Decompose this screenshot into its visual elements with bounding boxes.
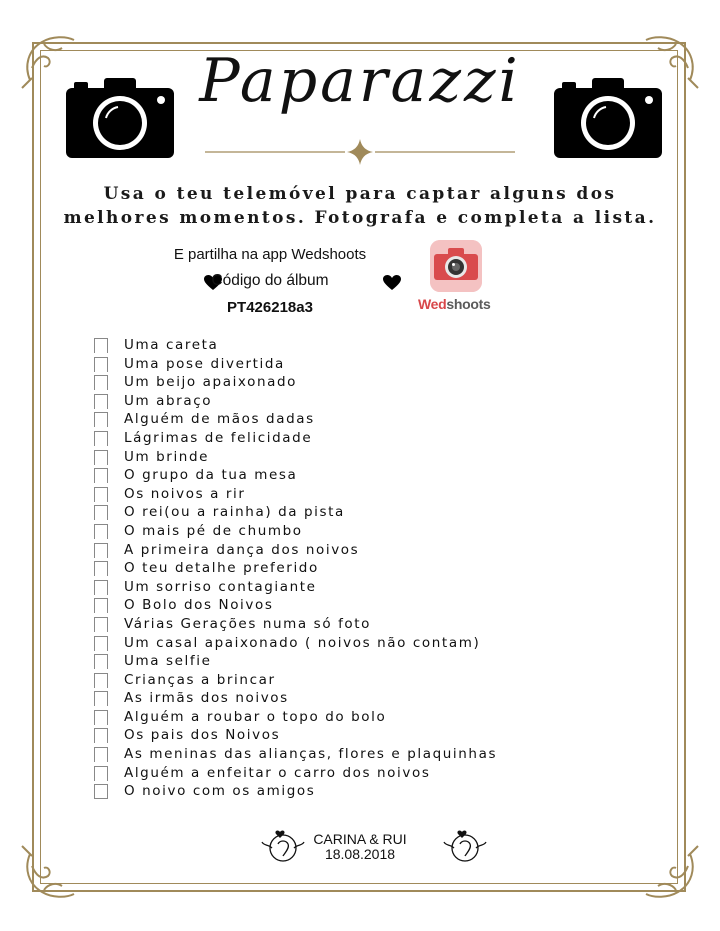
album-label: Código do álbum [211, 272, 329, 289]
checkbox[interactable] [94, 636, 108, 651]
checklist-item [94, 503, 614, 522]
checklist-item-label: Os pais dos Noivos [124, 727, 281, 744]
checkbox[interactable] [94, 598, 108, 613]
checklist-item [94, 336, 614, 355]
checklist-item-label: Uma careta [124, 337, 219, 353]
checklist-item-label: O teu detalhe preferido [124, 560, 319, 577]
couple-names: CARINA & RUI [313, 831, 407, 847]
logo-text-shoots: shoots [446, 296, 491, 312]
checkbox[interactable] [94, 654, 108, 669]
checkbox[interactable] [94, 394, 108, 409]
checklist-item [94, 764, 614, 783]
sparkle-divider-icon [205, 137, 515, 167]
corner-ornament-bottom-right-icon [638, 842, 702, 906]
checkbox[interactable] [94, 338, 108, 353]
checklist-item-label: Um brinde [124, 448, 210, 465]
checklist-item [94, 578, 614, 597]
logo-text-wed: Wed [418, 296, 447, 312]
instructions-line: Usa o teu telemóvel para captar alguns dos [103, 184, 617, 204]
photo-checklist [94, 336, 614, 801]
checklist-item [94, 466, 614, 485]
checkbox[interactable] [94, 487, 108, 502]
checkbox[interactable] [94, 450, 108, 465]
checklist-item-label: Uma pose divertida [124, 355, 285, 372]
checkbox[interactable] [94, 728, 108, 743]
checklist-item [94, 541, 614, 560]
checkbox[interactable] [94, 524, 108, 539]
checkbox[interactable] [94, 673, 108, 688]
checkbox[interactable] [94, 691, 108, 706]
checklist-item [94, 634, 614, 653]
checklist-item-label: Crianças a brincar [124, 671, 276, 688]
instructions [60, 182, 660, 230]
heart-icon [383, 275, 401, 291]
checklist-item-label: Lágrimas de felicidade [124, 429, 313, 446]
checkbox[interactable] [94, 505, 108, 520]
wedshoots-app-icon [430, 240, 482, 292]
checklist-item [94, 615, 614, 634]
checklist-item-label: O mais pé de chumbo [124, 522, 303, 539]
checkbox[interactable] [94, 543, 108, 558]
page-title: Paparazzi [199, 46, 521, 116]
checkbox[interactable] [94, 580, 108, 595]
checklist-item-label: Os noivos a rir [124, 485, 246, 502]
checkbox[interactable] [94, 710, 108, 725]
checklist-item [94, 726, 614, 745]
checkbox[interactable] [94, 468, 108, 483]
checklist-item-label: Alguém de mãos dadas [124, 411, 315, 428]
checklist-item-label: A primeira dança dos noivos [124, 541, 360, 558]
checklist-item-label: Um abraço [124, 392, 213, 409]
checklist-item-label: O noivo com os amigos [124, 783, 316, 800]
checklist-item-label: O rei(ou a rainha) da pista [124, 504, 345, 521]
checklist-item [94, 782, 614, 801]
checkbox[interactable] [94, 375, 108, 390]
checklist-item-label: O Bolo dos Noivos [124, 597, 274, 614]
instructions-line: melhores momentos. Fotografa e completa a lista. [63, 208, 657, 228]
checklist-item [94, 429, 614, 448]
album-code: PT426218a3 [227, 299, 313, 316]
checklist-item-label: Alguém a roubar o topo do bolo [124, 708, 387, 725]
checkbox[interactable] [94, 431, 108, 446]
checklist-item [94, 689, 614, 708]
checklist-item-label: As irmãs dos noivos [124, 690, 289, 707]
couple-emblem-icon [440, 826, 490, 866]
checkbox[interactable] [94, 561, 108, 576]
checklist-item-label: Um sorriso contagiante [124, 578, 317, 595]
checklist-item [94, 392, 614, 411]
checkbox[interactable] [94, 617, 108, 632]
checklist-item [94, 652, 614, 671]
checkbox[interactable] [94, 784, 108, 799]
checklist-item [94, 485, 614, 504]
checklist-item-label: Um casal apaixonado ( noivos não contam) [124, 634, 481, 651]
checklist-item [94, 708, 614, 727]
checklist-item [94, 559, 614, 578]
checklist-item-label: Uma selfie [124, 653, 212, 670]
checklist-item-label: Alguém a enfeitar o carro dos noivos [124, 764, 431, 781]
checkbox[interactable] [94, 357, 108, 372]
checkbox[interactable] [94, 747, 108, 762]
checkbox[interactable] [94, 412, 108, 427]
checklist-item-label: As meninas das alianças, flores e plaquinhas [124, 746, 498, 763]
share-text: E partilha na app Wedshoots [173, 246, 367, 263]
checkbox[interactable] [94, 766, 108, 781]
checklist-item-label: Várias Gerações numa só foto [124, 615, 372, 632]
footer [290, 832, 430, 862]
checklist-item [94, 745, 614, 764]
checklist-item [94, 373, 614, 392]
checklist-item-label: O grupo da tua mesa [124, 467, 298, 484]
checklist-item [94, 596, 614, 615]
corner-ornament-bottom-left-icon [18, 842, 82, 906]
wedding-date: 18.08.2018 [324, 846, 396, 862]
checklist-item [94, 410, 614, 429]
checklist-item [94, 448, 614, 467]
checklist-item [94, 355, 614, 374]
checklist-item [94, 671, 614, 690]
checklist-item [94, 522, 614, 541]
wedshoots-logo-text [418, 296, 498, 312]
checklist-item-label: Um beijo apaixonado [124, 374, 298, 391]
